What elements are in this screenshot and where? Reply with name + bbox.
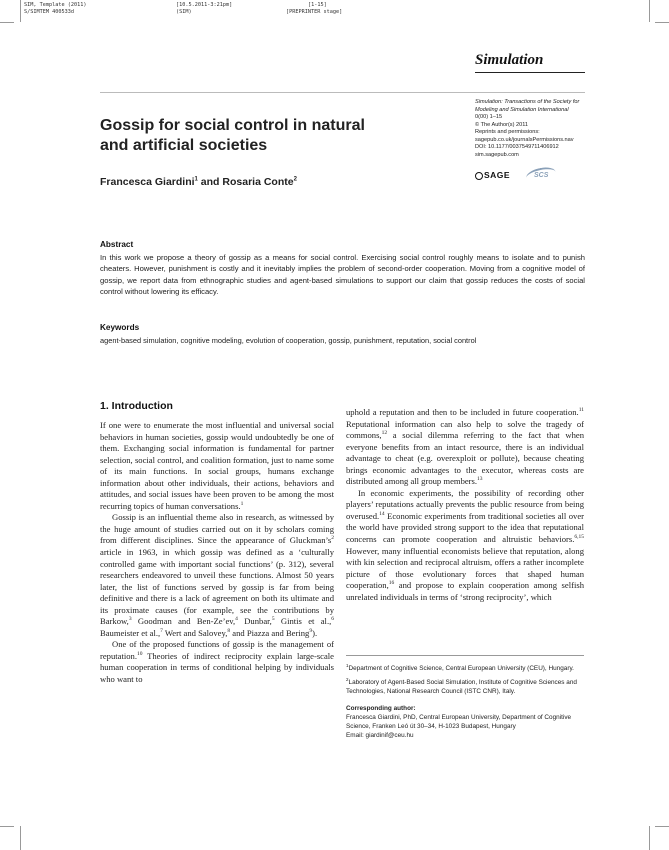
citation-ref[interactable]: 6 bbox=[331, 616, 334, 623]
citation-ref[interactable]: 12 bbox=[381, 430, 388, 437]
citation-ref[interactable]: 6,15 bbox=[574, 534, 584, 541]
section-heading-introduction: 1. Introduction bbox=[100, 400, 173, 412]
citation-ref[interactable]: 8 bbox=[227, 627, 231, 634]
affiliation-2 bbox=[346, 675, 584, 696]
copyright: © The Author(s) 2011 bbox=[475, 121, 529, 128]
crop-mark bbox=[655, 826, 669, 827]
journal-metadata bbox=[475, 99, 605, 159]
paragraph bbox=[100, 639, 334, 685]
affiliation-text: Laboratory of Agent-Based Social Simulation, Institute of Cognitive Sciences and Technologies, National Research Council (ISTC CNR), Italy. bbox=[346, 679, 577, 696]
journal-name: Simulation bbox=[475, 52, 544, 68]
header-mid-line1: [10.5.2011-3:21pm] bbox=[176, 2, 233, 8]
citation-ref[interactable]: 11 bbox=[578, 407, 584, 414]
text-run: Gossip is an influential theme also in research, as witnessed by the huge amount of studies carried out on it by scholars coming from different disciplines. Since the appearance of Gluckman’s bbox=[100, 512, 334, 546]
authors bbox=[100, 176, 297, 188]
preprint-header-right bbox=[286, 2, 342, 16]
citation-ref[interactable]: 10 bbox=[137, 651, 143, 658]
title-line-2: and artificial societies bbox=[100, 137, 268, 154]
author-1[interactable]: Francesca Giardini bbox=[100, 176, 195, 188]
preprint-header-left bbox=[24, 2, 86, 16]
citation-ref[interactable]: 16 bbox=[388, 580, 395, 587]
crop-mark bbox=[20, 0, 21, 22]
reprints-link[interactable]: sagepub.co.uk/journalsPermissions.nav bbox=[475, 136, 574, 143]
scs-logo bbox=[528, 170, 549, 179]
crop-mark bbox=[0, 22, 14, 23]
keywords-heading: Keywords bbox=[100, 323, 140, 332]
citation-ref[interactable]: 7 bbox=[160, 627, 163, 634]
crop-mark bbox=[655, 22, 669, 23]
corresponding-author-email[interactable]: Email: giardinif@ceu.hu bbox=[346, 732, 414, 740]
header-right-line2: [PREPRINTER stage] bbox=[286, 9, 343, 15]
header-mid-line2: (SIM) bbox=[176, 9, 192, 15]
footnotes bbox=[346, 661, 584, 740]
scs-logo-text: SCS bbox=[534, 172, 549, 179]
text-run: and Piazza and Bering bbox=[230, 627, 310, 638]
text-run: uphold a reputation and then to be included in future cooperation. bbox=[346, 407, 579, 417]
sage-logo bbox=[475, 170, 510, 180]
header-left-line1: SIM, Template (2011) bbox=[24, 2, 87, 8]
title-line-1: Gossip for social control in natural bbox=[100, 117, 365, 134]
article-title bbox=[100, 116, 440, 156]
journal-full-name-1: Simulation: Transactions of the Society for bbox=[475, 99, 580, 105]
author-2[interactable]: Rosaria Conte bbox=[222, 176, 294, 188]
paragraph bbox=[346, 488, 584, 603]
citation-ref[interactable]: 3 bbox=[128, 616, 132, 623]
right-column bbox=[346, 407, 584, 603]
citation-ref[interactable]: 13 bbox=[477, 476, 483, 483]
text-run: Wert and Salovey, bbox=[162, 627, 228, 638]
text-run: Dunbar, bbox=[237, 616, 272, 627]
text-run: Reputational information can also help to solve the tragedy of commons, bbox=[346, 418, 584, 441]
header-left-line2: S/SIMTEM 400533d bbox=[24, 9, 74, 15]
doi[interactable]: DOI: 10.1177/0037549711406912 bbox=[475, 144, 559, 150]
top-rule bbox=[100, 92, 585, 93]
author-1-affiliation: 1 bbox=[194, 176, 198, 183]
sage-logo-text: SAGE bbox=[484, 170, 511, 180]
text-run: Theories of indirect reciprocity explain large-scale human cooperation in terms of conditional helping by individuals who want to bbox=[100, 650, 334, 685]
crop-mark bbox=[649, 826, 650, 850]
crop-mark bbox=[0, 826, 14, 827]
left-column bbox=[100, 420, 334, 686]
text-run: a social dilemma referring to the fact that when everyone benefits from an intact resource, there is an individual advantage to cheat (e.g. overexploit or pollute), because cheating brings economic advantages to the executor, whereas costs are distributed among all group members. bbox=[346, 430, 584, 487]
affiliation-1 bbox=[346, 661, 584, 673]
text-run: Economic experiments from traditional societies all over the world have provided strong support to the idea that reputational concerns can promote cooperation and altruistic behaviors. bbox=[346, 510, 584, 545]
crop-mark bbox=[20, 826, 21, 850]
text-run: Gintis et al., bbox=[274, 616, 332, 627]
author-2-affiliation: 2 bbox=[293, 176, 297, 183]
header-right-line1: [1-15] bbox=[308, 2, 327, 8]
citation-ref[interactable]: 5 bbox=[271, 616, 275, 623]
preprint-header-mid bbox=[176, 2, 232, 16]
citation-ref[interactable]: 2 bbox=[331, 535, 334, 542]
sage-logo-icon bbox=[475, 172, 483, 180]
header-rule bbox=[475, 72, 585, 73]
text-run: and propose to explain cooperation among selfish unrelated individuals in terms of ‘strong reciprocity’, which bbox=[346, 580, 584, 602]
paragraph bbox=[100, 420, 334, 512]
affiliation-number: 1 bbox=[346, 663, 349, 668]
abstract-text: In this work we propose a theory of gossip as a means for social control. Exercising social control roughly means to isolate and to punish cheaters. However, punishment is costly and it inevitably implies the problem of second-order cooperation. Moving from a cognitive model of gossip, we report data from ethnographic studies and agent-based simulations to support our claim that gossip reduces the costs of social control without lowering its efficacy. bbox=[100, 253, 585, 296]
text-run: However, many influential economists believe that reputation, along with kin selection and reciprocal altruism, offers a rather incomplete picture of those evolutionary forces that shaped human cooperation, bbox=[346, 545, 584, 591]
text-run: In economic experiments, the possibility of recording other players’ reputations actually prevents the public resource from being overused. bbox=[346, 487, 584, 521]
abstract-heading: Abstract bbox=[100, 240, 134, 249]
text-run: If one were to enumerate the most influential and universal social behaviors in human societies, gossip would undoubtedly be one of them. Exchanging social information is fundamental for partner selection, social control, and coalition formation, just to name some of its main functions. In social groups, humans exchange information about other individuals, their actions, behaviors and attitudes, and social issues have been proven to be among the most recurring topics of human conversations. bbox=[100, 420, 334, 511]
paragraph bbox=[346, 407, 584, 488]
crop-mark bbox=[649, 0, 650, 22]
citation-ref[interactable]: 4 bbox=[235, 616, 238, 623]
affiliation-text: Department of Cognitive Science, Central European University (CEU), Hungary. bbox=[348, 665, 574, 673]
reprints-label: Reprints and permissions: bbox=[475, 129, 540, 135]
footnote-rule bbox=[346, 655, 584, 656]
affiliation-number: 2 bbox=[346, 677, 349, 683]
corresponding-author-text: Francesca Giardini, PhD, Central European University, Department of Cognitive Science, Franken Leó út 30–34, H-1023 Budapest, Hungary bbox=[346, 714, 572, 731]
citation-ref[interactable]: 14 bbox=[379, 511, 385, 518]
journal-site-link[interactable]: sim.sagepub.com bbox=[475, 151, 519, 158]
paragraph bbox=[100, 512, 334, 639]
text-run: Goodman and Ben-Ze’ev, bbox=[131, 616, 236, 627]
citation-ref[interactable]: 9 bbox=[309, 627, 313, 634]
text-run: One of the proposed functions of gossip is the management of reputation. bbox=[100, 639, 334, 661]
citation-ref[interactable]: 1 bbox=[240, 500, 244, 507]
author-and: and bbox=[197, 176, 223, 188]
text-run: Baumeister et al., bbox=[100, 627, 161, 638]
text-run: ). bbox=[312, 627, 318, 638]
corresponding-author-heading: Corresponding author: bbox=[346, 705, 416, 713]
journal-volume: 0(00) 1–15 bbox=[475, 114, 503, 120]
text-run: article in 1963, in which gossip was defined as a ‘culturally controlled game with important social functions’ (p. 312), several researchers endeavored to unveil these functions. Almost 50 years later, the list of functions served by gossip is far from being definitive and there is a lack of agreement on both its ultimate and its proximate causes (for example, see the contributions by Barkow, bbox=[100, 547, 334, 627]
keywords-text: agent-based simulation, cognitive modeling, evolution of cooperation, gossip, punishment, reputation, social control bbox=[100, 336, 477, 345]
journal-full-name-2: Modeling and Simulation International bbox=[475, 106, 569, 113]
